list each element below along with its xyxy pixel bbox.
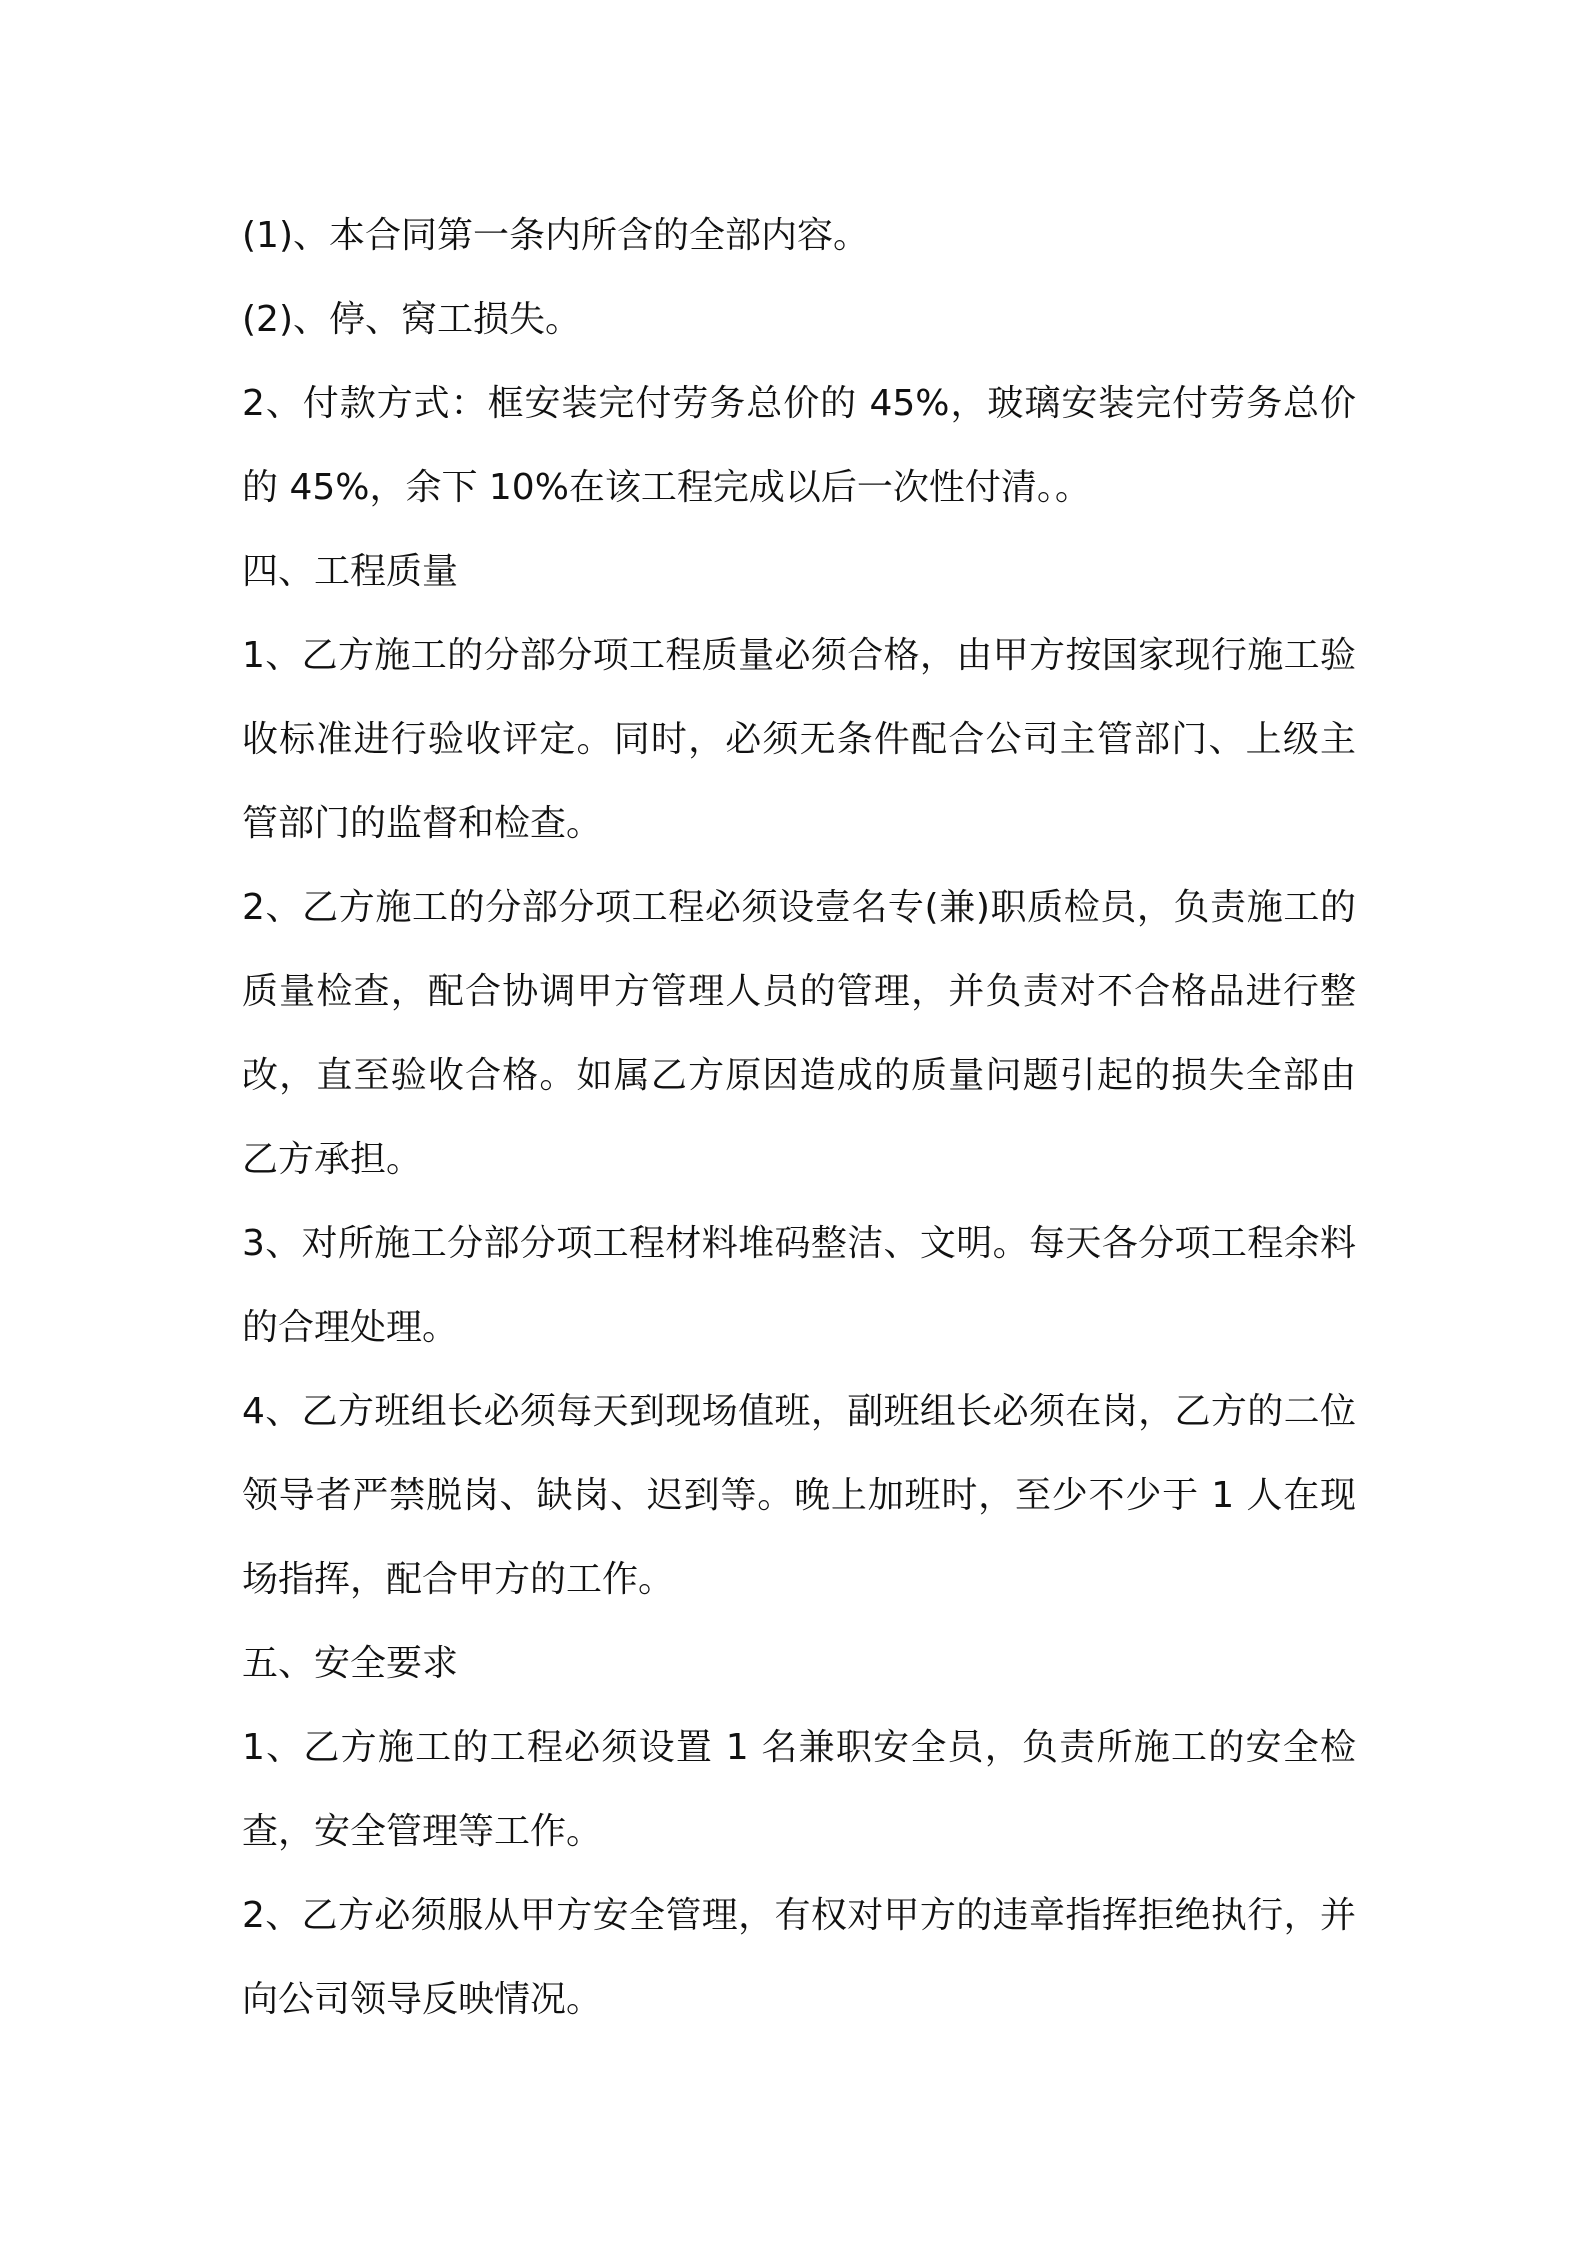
- clause-paragraph: 2、乙方必须服从甲方安全管理，有权对甲方的违章指挥拒绝执行，并向公司领导反映情况。: [242, 1895, 1356, 2020]
- clause-paragraph: (2)、停、窝工损失。: [242, 299, 581, 340]
- clause-paragraph: 3、对所施工分部分项工程材料堆码整洁、文明。每天各分项工程余料的合理处理。: [242, 1223, 1356, 1348]
- section-heading-safety: 五、安全要求: [242, 1643, 459, 1684]
- clause-paragraph: 2、乙方施工的分部分项工程必须设壹名专(兼)职质检员，负责施工的质量检查，配合协调甲方管理人员的管理，并负责对不合格品进行整改，直至验收合格。如属乙方原因造成的质量问题引起的损失全部由乙方承担。: [242, 887, 1356, 1180]
- section-heading-quality: 四、工程质量: [242, 551, 459, 592]
- clause-paragraph: 1、乙方施工的分部分项工程质量必须合格，由甲方按国家现行施工验收标准进行验收评定。同时，必须无条件配合公司主管部门、上级主管部门的监督和检查。: [242, 635, 1356, 844]
- clause-paragraph: 1、乙方施工的工程必须设置 1 名兼职安全员，负责所施工的安全检查，安全管理等工作。: [242, 1727, 1356, 1852]
- clause-paragraph: (1)、本合同第一条内所含的全部内容。: [242, 215, 869, 256]
- payment-terms-paragraph: 2、付款方式：框安装完付劳务总价的 45%，玻璃安装完付劳务总价的 45%，余下 10%在该工程完成以后一次性付清。。: [242, 383, 1356, 508]
- clause-paragraph: 4、乙方班组长必须每天到现场值班，副班组长必须在岗，乙方的二位领导者严禁脱岗、缺岗、迟到等。晚上加班时，至少不少于 1 人在现场指挥，配合甲方的工作。: [242, 1391, 1356, 1600]
